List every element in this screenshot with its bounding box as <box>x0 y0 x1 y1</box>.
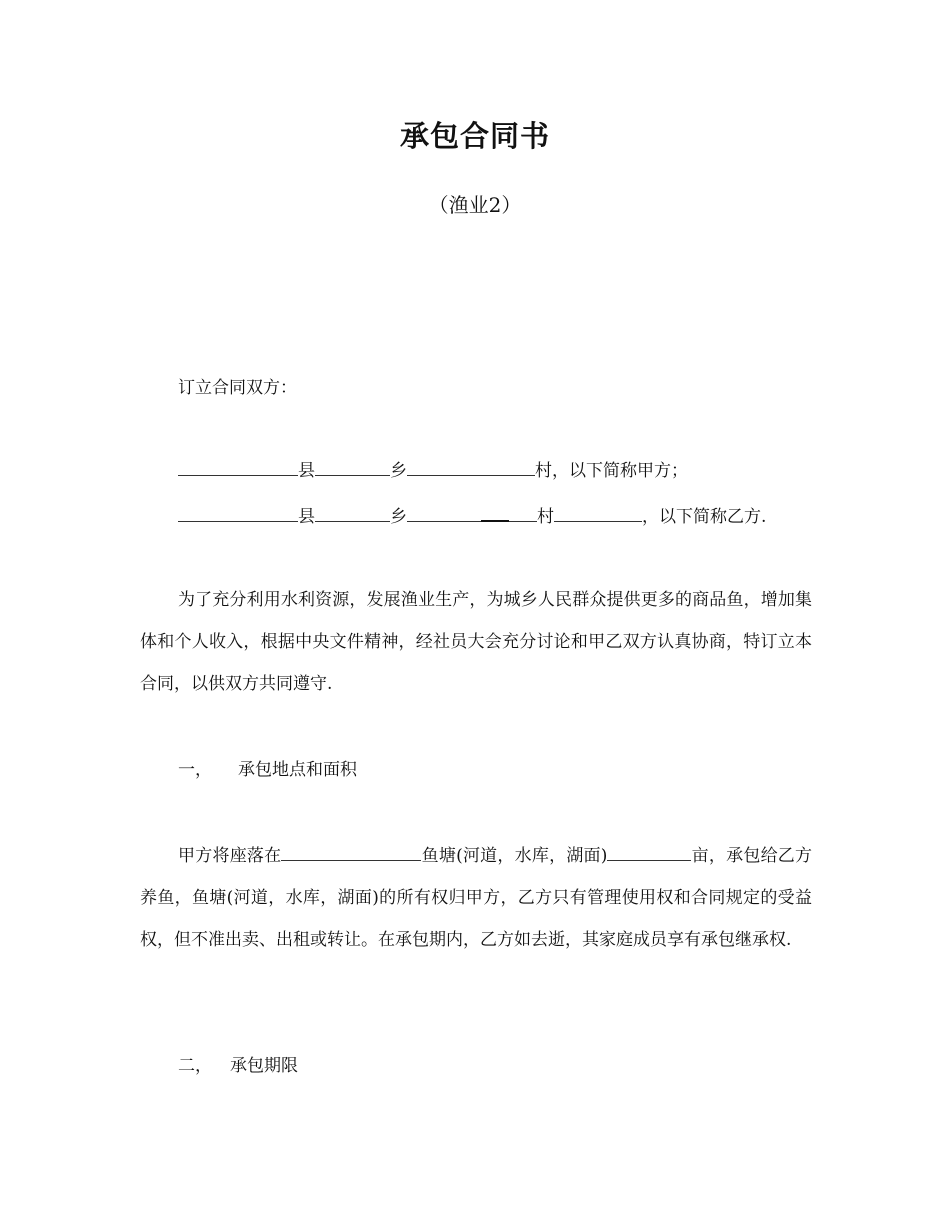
party-b-township-label: 乡 <box>390 507 407 527</box>
party-a-line <box>178 457 688 485</box>
document-title: 承包合同书 <box>399 119 550 153</box>
party-a-village-label: 村 <box>535 461 552 481</box>
party-a-village-blank[interactable] <box>407 457 535 476</box>
party-b-village-blank-3[interactable] <box>509 503 537 522</box>
section-1-paragraph <box>140 835 812 961</box>
section-1-text-part2: 鱼塘(河道，水库，湖面) <box>421 846 608 866</box>
party-b-extra-blank[interactable] <box>554 503 642 522</box>
document-subtitle: （渔业2） <box>428 193 522 217</box>
section-1-text-part1: 甲方将座落在 <box>178 846 282 866</box>
party-b-suffix: ，以下简称乙方. <box>642 507 767 527</box>
party-a-township-label: 乡 <box>390 461 407 481</box>
party-b-village-label: 村 <box>537 507 554 527</box>
parties-intro: 订立合同双方： <box>178 378 297 398</box>
section-2-heading <box>178 1052 298 1080</box>
party-a-county-label: 县 <box>298 461 315 481</box>
party-a-suffix: ，以下简称甲方； <box>552 461 688 481</box>
section-2-title: 承包期限 <box>230 1056 298 1076</box>
section-1-text-part3: 亩，承包给乙方养鱼，鱼塘(河道，水库，湖面)的所有权归甲方，乙方只有管理使用权和合同规定的受益权，但不准出卖、出租或转让。在承包期内，乙方如去逝，其家庭成员享有承包继承权. <box>140 846 813 950</box>
section-1-heading <box>178 756 357 784</box>
party-b-county-blank[interactable] <box>178 503 298 522</box>
party-b-village-blank-1[interactable] <box>407 503 481 522</box>
party-b-township-blank[interactable] <box>315 503 390 522</box>
party-a-county-blank[interactable] <box>178 457 298 476</box>
section-2-number: 二， <box>178 1056 212 1076</box>
section-1-number: 一， <box>178 760 212 780</box>
preamble-paragraph: 为了充分利用水利资源，发展渔业生产，为城乡人民群众提供更多的商品鱼，增加集体和个人收入，根据中央文件精神，经社员大会充分讨论和甲乙双方认真协商，特订立本合同，以供双方共同遵守. <box>140 590 812 694</box>
party-a-township-blank[interactable] <box>315 457 390 476</box>
party-b-county-label: 县 <box>298 507 315 527</box>
party-b-village-blank-2[interactable] <box>481 502 509 522</box>
fishpond-location-blank[interactable] <box>281 842 421 861</box>
area-mu-blank[interactable] <box>607 842 691 861</box>
party-b-line <box>178 502 766 531</box>
section-1-title: 承包地点和面积 <box>238 760 357 780</box>
